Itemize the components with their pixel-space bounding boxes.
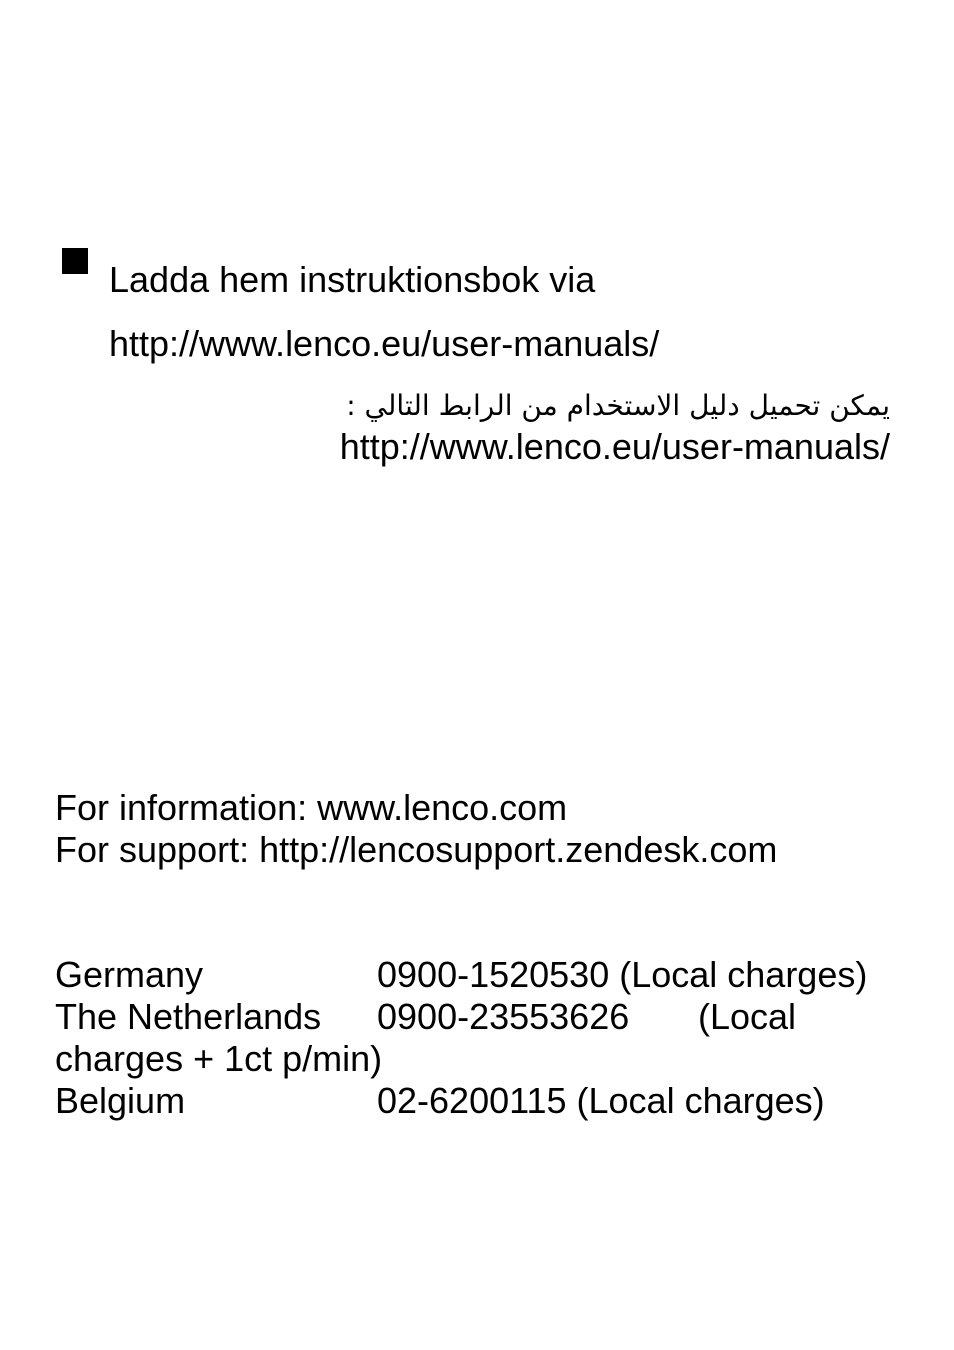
- contact-note-netherlands-cont: charges + 1ct p/min): [55, 1038, 383, 1079]
- contact-country-germany: Germany: [55, 954, 204, 995]
- contact-phone-germany: 0900-1520530 (Local charges): [377, 954, 868, 995]
- arabic-download-text: يمكن تحميل دليل الاستخدام من الرابط التالي :: [346, 389, 890, 422]
- contact-phone-netherlands: 0900-23553626: [377, 996, 630, 1037]
- swedish-download-text: Ladda hem instruktionsbok via: [109, 259, 596, 300]
- arabic-manual-url[interactable]: http://www.lenco.eu/user-manuals/: [339, 426, 890, 467]
- swedish-manual-url[interactable]: http://www.lenco.eu/user-manuals/: [109, 323, 660, 364]
- contact-country-netherlands: The Netherlands: [55, 996, 322, 1037]
- contact-phone-belgium: 02-6200115 (Local charges): [377, 1080, 825, 1121]
- bullet-square-icon: [62, 248, 88, 274]
- contact-country-belgium: Belgium: [55, 1080, 186, 1121]
- information-line: For information: www.lenco.com: [55, 787, 568, 828]
- contact-note-netherlands: (Local: [698, 996, 797, 1037]
- support-line: For support: http://lencosupport.zendesk.com: [55, 829, 778, 870]
